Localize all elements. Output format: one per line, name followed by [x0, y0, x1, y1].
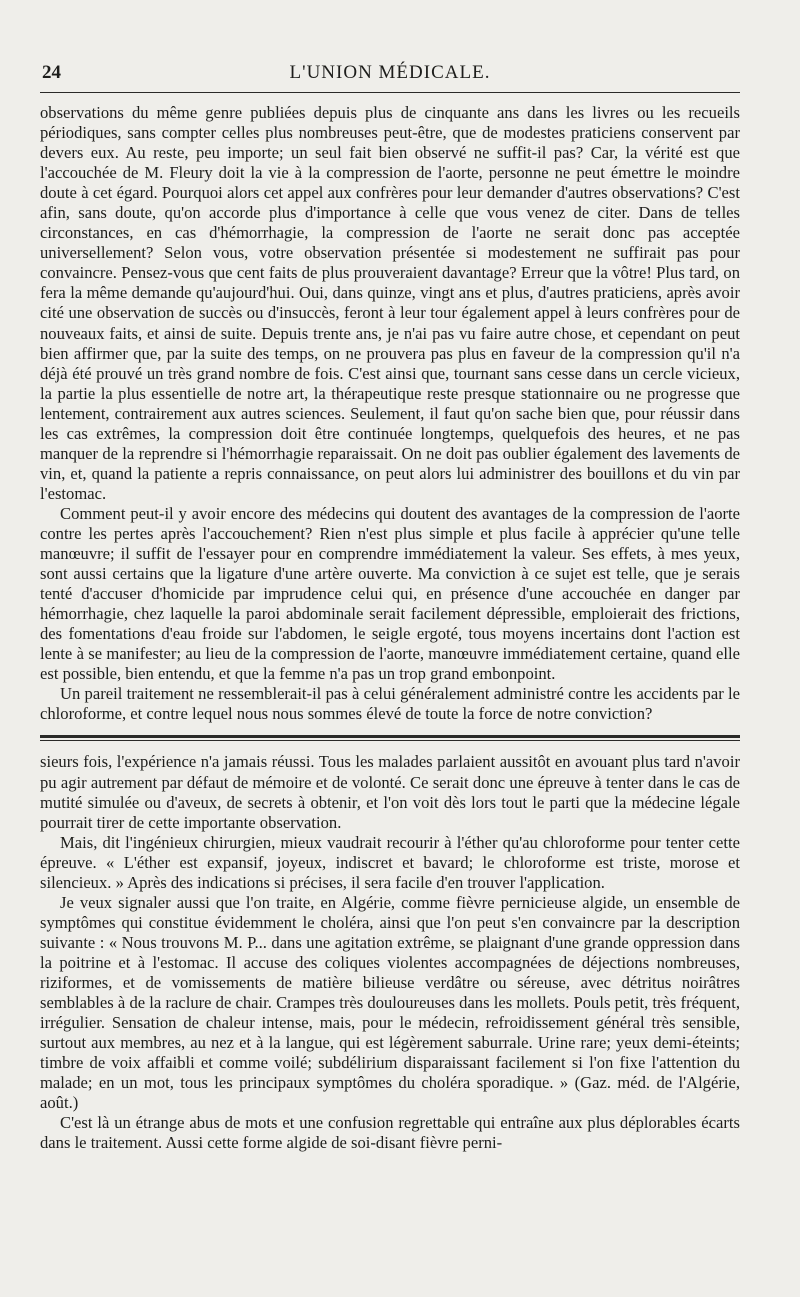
page-header	[40, 52, 740, 93]
journal-title: L'UNION MÉDICALE.	[289, 62, 491, 83]
paragraph: Un pareil traitement ne ressemblerait-il pas à celui généralement administré contre les accidents par le chloroforme, et contre lequel nous nous sommes élevé de toute la force de notre conviction?	[40, 684, 740, 724]
paragraph: observations du même genre publiées depuis plus de cinquante ans dans les livres ou les recueils périodiques, sans compter celles plus nombreuses peut-être, que de modestes praticiens conservent par devers eux. Au reste, peu importe; un seul fait bien observé ne suffit-il pas? Car, la vérité est que l'accouchée de M. Fleury doit la vie à la compression de l'aorte, personne ne peut émettre le moindre doute à cet égard. Pourquoi alors cet appel aux confrères pour leur demander d'autres observations? C'est afin, sans doute, qu'on accorde plus d'importance à celle que vous venez de citer. Dans de telles circonstances, en cas d'hémorrhagie, la compression de l'aorte ne serait donc pas acceptée universellement? Selon vous, votre observation présentée si modestement ne suffirait pas pour convaincre. Pensez-vous que cent faits de plus prouveraient davantage? Erreur que la vôtre! Plus tard, on fera la même demande qu'aujourd'hui. Oui, dans quinze, vingt ans et plus, d'autres praticiens, après avoir cité une observation de succès ou d'insuccès, feront à leur tour également appel à leurs confrères pour de nouveaux faits, et ainsi de suite. Depuis trente ans, je n'ai pas vu faire autre chose, et cependant on peut bien affirmer que, par la suite des temps, on ne prouvera pas plus en faveur de la compression qu'il n'a déjà été prouvé un très grand nombre de fois. C'est ainsi que, tournant sans cesse dans un cercle vicieux, la partie la plus essentielle de notre art, la thérapeutique reste presque stationnaire ou ne progresse que lentement, contrairement aux autres sciences. Seulement, il faut qu'on sache bien que, pour réussir dans les cas extrêmes, la compression doit être continuée longtemps, quelquefois des heures, et ne pas manquer de la reprendre si l'hémorrhagie reparaissait. On ne doit pas oublier également des lavements de vin, et, quand la patiente a repris connaissance, on peut alors lui administrer des bouillons et du vin par l'estomac.	[40, 103, 740, 503]
section-divider	[40, 735, 740, 741]
paragraph: Comment peut-il y avoir encore des médecins qui doutent des avantages de la compression de l'aorte contre les pertes après l'accouchement? Rien n'est plus simple et plus facile à apprécier qu'une telle manœuvre; il suffit de l'essayer pour en comprendre immédiatement la valeur. Ses effets, à mes yeux, sont aussi certains que la ligature d'une artère ouverte. Ma conviction à ce sujet est telle, que je serais tenté d'accuser d'homicide par imprudence celui qui, en présence d'une accouchée en danger par hémorrhagie, chez laquelle la paroi abdominale serait facilement dépressible, emploierait des frictions, des fomentations d'eau froide sur l'abdomen, le seigle ergoté, tous moyens incertains dont l'action est lente à se manifester; au lieu de la compression de l'aorte, manœuvre immédiatement certaine, quand elle est possible, bien entendu, et que la femme n'a pas un trop grand embonpoint.	[40, 503, 740, 684]
bottom-article-section	[40, 752, 740, 1153]
page-number: 24	[42, 62, 61, 83]
paragraph: C'est là un étrange abus de mots et une confusion regrettable qui entraîne aux plus déplorables écarts dans le traitement. Aussi cette forme algide de soi-disant fièvre perni-	[40, 1113, 740, 1153]
paragraph: Je veux signaler aussi que l'on traite, en Algérie, comme fièvre pernicieuse algide, un ensemble de symptômes qui constitue évidemment le choléra, ainsi que l'on peut s'en convaincre par la description suivante : « Nous trouvons M. P... dans une agitation extrême, se plaignant d'une grande oppression dans la poitrine et à l'estomac. Il accuse des coliques violentes accompagnées de déjections nombreuses, riziformes, et de vomissements de matière bilieuse verdâtre ou séreuse, avec détritus noirâtres semblables à de la raclure de chair. Crampes très douloureuses dans les mollets. Pouls petit, très fréquent, irrégulier. Sensation de chaleur intense, mais, pour le médecin, refroidissement général très sensible, surtout aux membres, au nez et à la langue, qui est légèrement saburrale. Urine rare; yeux demi-éteints; timbre de voix affaibli et comme voilé; subdélirium disparaissant facilement si l'on fixe l'attention du malade; en un mot, tous les principaux symptômes du choléra sporadique. » (Gaz. méd. de l'Algérie, août.)	[40, 892, 740, 1113]
top-article-section	[40, 103, 740, 724]
paragraph: sieurs fois, l'expérience n'a jamais réussi. Tous les malades parlaient aussitôt en avouant plus tard n'avoir pu agir autrement par défaut de mémoire et de volonté. Ce serait donc une épreuve à tenter dans le cas de mutité simulée ou d'aveux, de secrets à obtenir, et l'on voit dès lors tout le parti que la médecine légale pourrait tirer de cette importante observation.	[40, 752, 740, 832]
paragraph: Mais, dit l'ingénieux chirurgien, mieux vaudrait recourir à l'éther qu'au chloroforme pour tenter cette épreuve. « L'éther est expansif, joyeux, indiscret et bavard; le chloroforme est triste, morose et silencieux. » Après des indications si précises, il sera facile d'en trouver l'application.	[40, 832, 740, 892]
